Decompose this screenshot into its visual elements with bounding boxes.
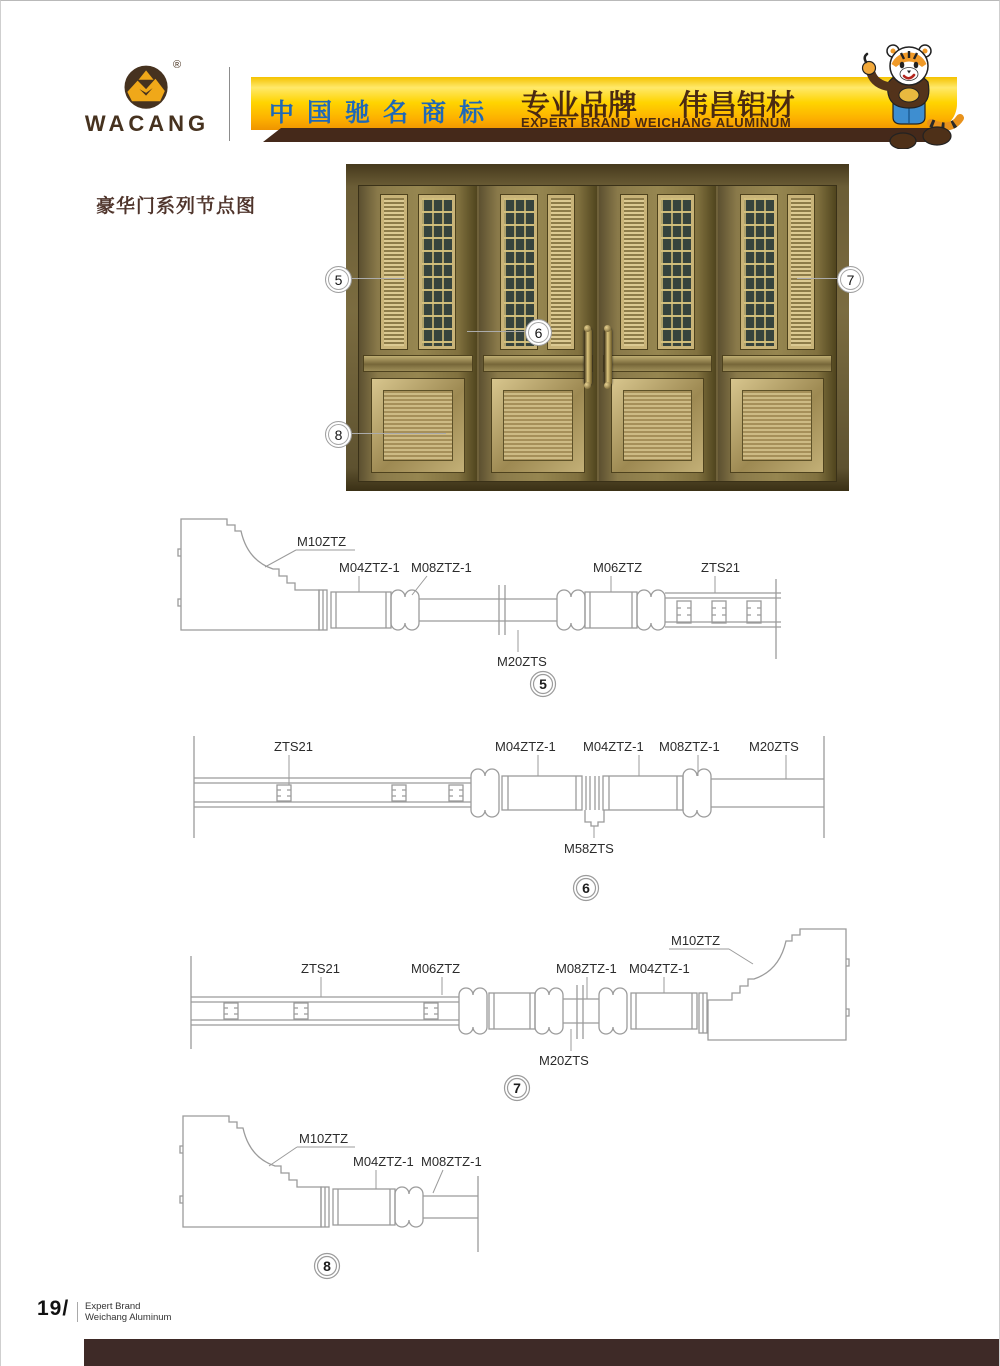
part-label: M04ZTZ-1 <box>495 739 556 754</box>
part-label: M04ZTZ-1 <box>629 961 690 976</box>
svg-text:7: 7 <box>513 1080 521 1096</box>
door-leaf-1 <box>359 186 477 481</box>
callout-7: 7 <box>837 266 864 293</box>
part-label: M58ZTS <box>564 841 614 856</box>
part-label: M08ZTZ-1 <box>659 739 720 754</box>
callout-6-leader <box>467 331 525 332</box>
banner-brand-text-b: 伟昌铝材 <box>679 90 796 122</box>
part-label: ZTS21 <box>301 961 341 976</box>
footer-brand-text <box>85 1301 171 1323</box>
page-number: 19/ <box>37 1297 70 1320</box>
part-label: M20ZTS <box>539 1053 589 1068</box>
lattice-glass-panel <box>741 195 777 349</box>
callout-8: 8 <box>325 421 352 448</box>
door-midrail <box>363 355 473 372</box>
footer-divider <box>77 1302 78 1322</box>
part-label: M10ZTZ <box>299 1131 349 1146</box>
door-leaf-3 <box>599 186 717 481</box>
diagram-7-number-badge <box>505 1076 530 1101</box>
lattice-glass-panel <box>658 195 694 349</box>
door-bottom-panel <box>730 378 824 473</box>
part-label: M20ZTS <box>497 654 547 669</box>
logo-wordmark: WACANG <box>84 111 210 136</box>
banner-shadow <box>263 128 945 142</box>
part-label: ZTS21 <box>701 560 741 575</box>
door-leaf-4 <box>718 186 836 481</box>
door-handle-right <box>604 328 612 386</box>
svg-text:5: 5 <box>539 676 547 692</box>
part-label: M04ZTZ-1 <box>339 560 400 575</box>
diagram-6-meeting-stile-section <box>186 726 836 906</box>
part-label: M10ZTZ <box>671 933 721 948</box>
part-label: M04ZTZ-1 <box>583 739 644 754</box>
ribbed-panel <box>788 195 814 349</box>
callout-5: 5 <box>325 266 352 293</box>
ribbed-panel <box>548 195 574 349</box>
callout-8-leader <box>351 433 446 434</box>
footer-brand-line1: Expert Brand <box>85 1301 141 1312</box>
part-label: ZTS21 <box>274 739 314 754</box>
page-title: 豪华门系列节点图 <box>96 196 257 217</box>
door-midrail <box>603 355 713 372</box>
lattice-glass-panel <box>419 195 455 349</box>
door-photo <box>346 164 849 491</box>
tiger-mascot-icon <box>849 43 967 149</box>
diagram-5-top-jamb-section <box>169 513 789 703</box>
diagram-6-number-badge <box>574 876 599 901</box>
callout-6: 6 <box>525 319 552 346</box>
header-divider <box>229 67 230 141</box>
part-label: M08ZTZ-1 <box>421 1154 482 1169</box>
banner-brand-text-a: 专业品牌 <box>521 90 638 122</box>
svg-text:6: 6 <box>582 880 590 896</box>
callout-5-leader <box>351 278 405 279</box>
part-label: M10ZTZ <box>297 534 347 549</box>
diagram-7-side-jamb-section <box>181 911 851 1111</box>
door-handle-left <box>584 328 592 386</box>
diagram-8-bottom-jamb-section <box>171 1106 601 1286</box>
diagram-5-number-badge <box>531 672 556 697</box>
diagram-8-number-badge <box>315 1254 340 1279</box>
svg-text:8: 8 <box>323 1258 331 1274</box>
banner-trademark-text: 中国驰名商标 <box>269 99 498 127</box>
footer-brand-line2: Weichang Aluminum <box>85 1312 172 1323</box>
ribbed-panel <box>621 195 647 349</box>
door-midrail <box>722 355 832 372</box>
footer-bar <box>84 1339 999 1366</box>
diagram-5-leaders <box>265 550 715 652</box>
door-midrail <box>483 355 593 372</box>
part-label: M20ZTS <box>749 739 799 754</box>
door-bottom-panel <box>611 378 705 473</box>
door-bottom-panel <box>371 378 465 473</box>
door-bottom-panel <box>491 378 585 473</box>
part-label: M08ZTZ-1 <box>556 961 617 976</box>
part-label: M06ZTZ <box>593 560 643 575</box>
part-label: M06ZTZ <box>411 961 461 976</box>
registered-mark: ® <box>173 59 182 71</box>
part-label: M04ZTZ-1 <box>353 1154 414 1169</box>
part-label: M08ZTZ-1 <box>411 560 472 575</box>
callout-7-leader <box>797 278 837 279</box>
door-body <box>358 185 837 482</box>
banner-english-text: EXPERT BRAND WEICHANG ALUMINUM <box>521 115 792 130</box>
ribbed-panel <box>381 195 407 349</box>
